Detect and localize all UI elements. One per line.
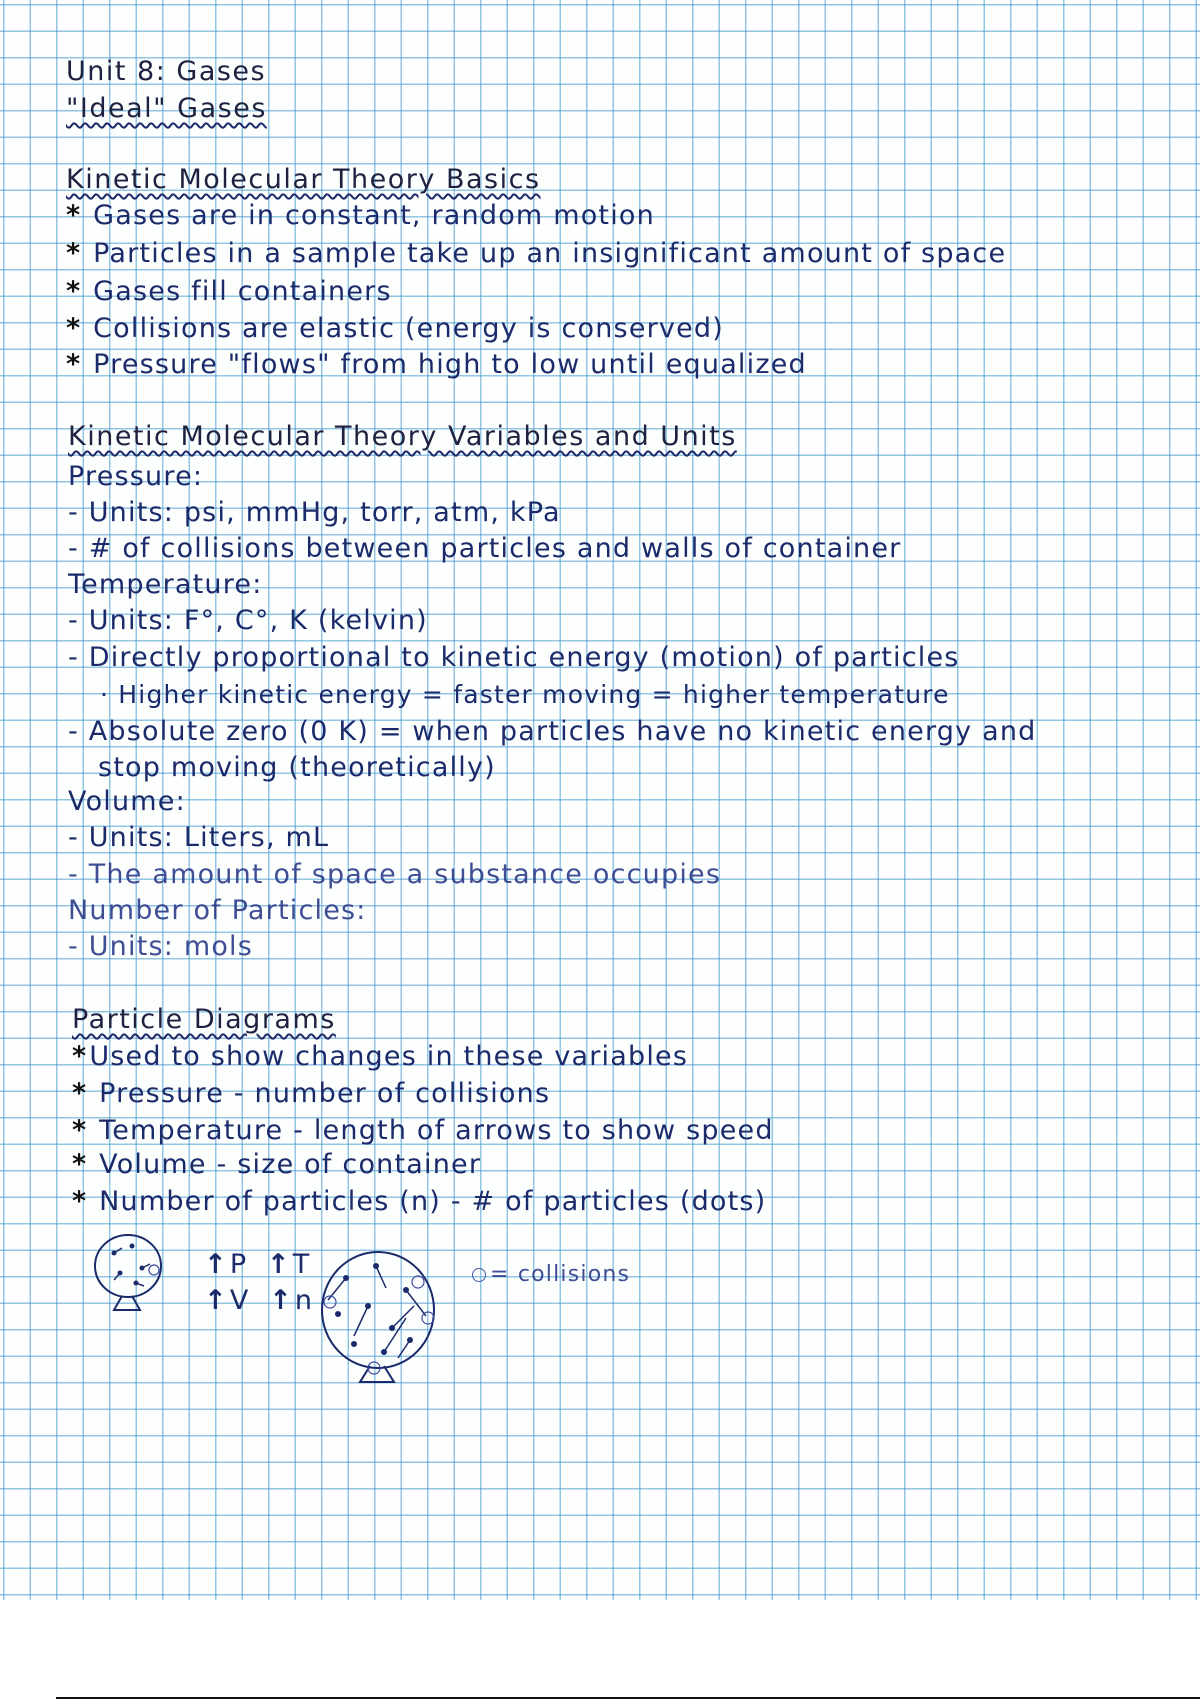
kmt-basics-item-text: Pressure "flows" from high to low until equalized <box>93 349 807 380</box>
temperature-symbol: T <box>292 1249 311 1280</box>
asterisk-bullet: * <box>66 313 82 344</box>
kmt-variables-heading: Kinetic Molecular Theory Variables and Units <box>68 421 737 452</box>
asterisk-bullet: * <box>66 276 82 307</box>
kmt-basics-heading: Kinetic Molecular Theory Basics <box>66 164 541 195</box>
asterisk-bullet: * <box>72 1115 88 1146</box>
particle-diagrams-item-text: Pressure - number of collisions <box>99 1078 551 1109</box>
pressure-line: - # of collisions between particles and walls of container <box>68 533 902 564</box>
up-arrow-icon: ↑ <box>266 1249 291 1280</box>
page-subtitle: "Ideal" Gases <box>66 93 267 124</box>
volume-label: Volume: <box>68 786 186 817</box>
asterisk-bullet: * <box>72 1078 88 1109</box>
kmt-basics-item-text: Particles in a sample take up an insignificant amount of space <box>93 238 1007 269</box>
asterisk-bullet: * <box>66 349 82 380</box>
particle-diagrams-item <box>72 1114 774 1148</box>
particle-diagrams-item-text: Volume - size of container <box>99 1149 482 1180</box>
particle-diagrams-item-text: Number of particles (n) - # of particles (dots) <box>99 1186 767 1217</box>
particles-line: - Units: mols <box>68 931 254 962</box>
collision-legend <box>472 1258 630 1292</box>
bottom-divider <box>56 1697 1200 1699</box>
kmt-basics-item-text: Collisions are elastic (energy is conserved) <box>93 313 724 344</box>
particle-diagrams-item <box>72 1185 766 1219</box>
particle-diagrams-item-text: Used to show changes in these variables <box>89 1041 689 1072</box>
increase-row-1 <box>204 1248 310 1282</box>
pressure-symbol: P <box>229 1249 248 1280</box>
kmt-basics-item-text: Gases are in constant, random motion <box>93 200 655 231</box>
volume-line: - The amount of space a substance occupies <box>68 859 722 890</box>
temperature-line: - Absolute zero (0 K) = when particles have no kinetic energy and <box>68 716 1037 747</box>
temperature-line: · Higher kinetic energy = faster moving = higher temperature <box>100 680 950 709</box>
increase-row-2 <box>204 1284 313 1318</box>
up-arrow-icon: ↑ <box>204 1249 228 1280</box>
volume-symbol: V <box>229 1285 250 1316</box>
temperature-line: - Units: F°, C°, K (kelvin) <box>68 605 428 636</box>
asterisk-bullet: * <box>66 238 82 269</box>
kmt-basics-item <box>66 237 1006 271</box>
asterisk-bullet: * <box>72 1041 88 1072</box>
particles-label: Number of Particles: <box>68 895 367 926</box>
kmt-basics-item <box>66 199 655 233</box>
small-balloon-diagram <box>92 1228 172 1328</box>
particle-diagrams-heading: Particle Diagrams <box>72 1004 336 1035</box>
kmt-basics-item <box>66 312 724 346</box>
collision-circle-icon <box>472 1268 486 1282</box>
kmt-basics-item <box>66 275 392 309</box>
pressure-line: - Units: psi, mmHg, torr, atm, kPa <box>68 497 561 528</box>
temperature-line: stop moving (theoretically) <box>98 752 496 783</box>
particle-diagrams-item <box>72 1148 481 1182</box>
asterisk-bullet: * <box>66 200 82 231</box>
particle-diagrams-item-text: Temperature - length of arrows to show speed <box>99 1115 774 1146</box>
pressure-label: Pressure: <box>68 461 204 492</box>
kmt-basics-item-text: Gases fill containers <box>93 276 392 307</box>
collision-legend-text: = collisions <box>490 1262 631 1287</box>
large-balloon-diagram <box>314 1248 444 1408</box>
particle-diagrams-item <box>72 1040 688 1074</box>
kmt-basics-item <box>66 348 807 382</box>
asterisk-bullet: * <box>72 1149 88 1180</box>
particles-symbol: n <box>294 1285 314 1316</box>
particle-diagrams-item <box>72 1077 550 1111</box>
asterisk-bullet: * <box>72 1186 88 1217</box>
up-arrow-icon: ↑ <box>269 1285 293 1316</box>
up-arrow-icon: ↑ <box>204 1285 228 1316</box>
unit-title: Unit 8: Gases <box>66 56 267 87</box>
temperature-label: Temperature: <box>68 569 263 600</box>
volume-line: - Units: Liters, mL <box>68 822 330 853</box>
temperature-line: - Directly proportional to kinetic energy (motion) of particles <box>68 642 960 673</box>
